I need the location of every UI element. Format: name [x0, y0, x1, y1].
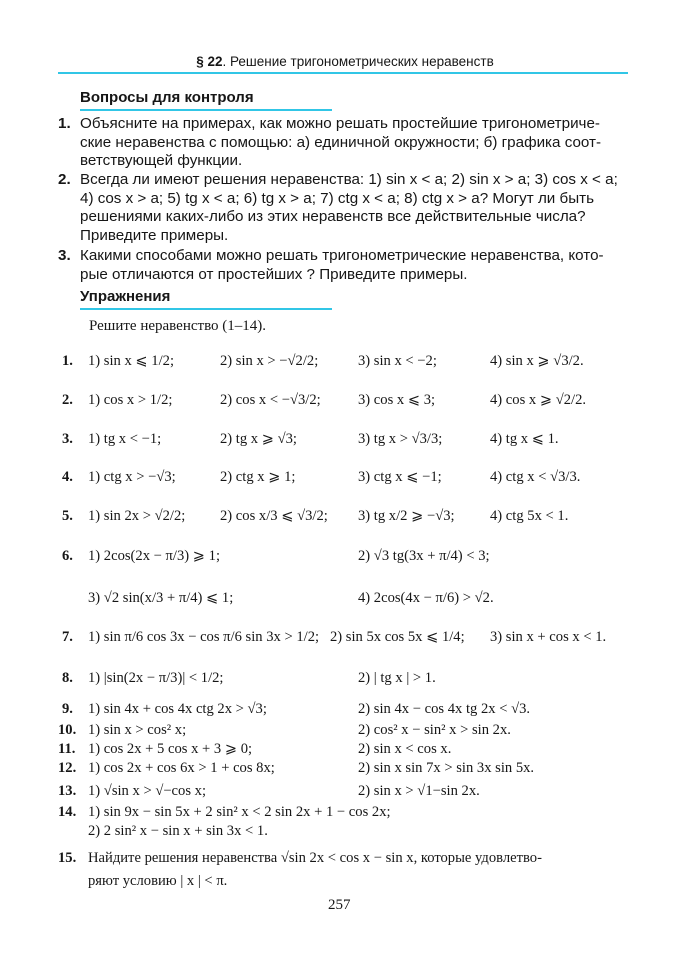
exercise-11	[58, 740, 662, 759]
exercise-part: 4) tg x ⩽ 1.	[490, 431, 559, 447]
question-line: Объясните на примерах, как можно решать простейшие тригонометриче-	[80, 115, 600, 132]
exercise-part: 1) sin π/6 cos 3x − cos π/6 sin 3x > 1/2;	[88, 629, 320, 645]
exercise-part: 2) | tg x | > 1.	[358, 670, 436, 686]
exercise-part: 1) cos 2x + 5 cos x + 3 ⩾ 0;	[88, 741, 253, 757]
section-title: . Решение тригонометрических неравенств	[222, 54, 494, 69]
exercise-part: 1) 2cos(2x − π/3) ⩾ 1;	[88, 548, 220, 564]
exercise-15-continued	[58, 870, 662, 892]
exercise-8	[62, 667, 662, 689]
exercise-part: 1) sin 2x > √2/2;	[88, 508, 186, 524]
question-3-text	[80, 247, 604, 284]
exercise-part: 3) √2 sin(x/3 + π/4) ⩽ 1;	[88, 590, 234, 606]
exercise-part: 4) 2cos(4x − π/6) > √2.	[358, 590, 494, 606]
exercise-part: 1) sin x > cos² x;	[88, 722, 187, 738]
exercise-part: 4) ctg x < √3/3.	[490, 469, 581, 485]
exercise-number: 15.	[58, 850, 77, 866]
exercise-15	[58, 846, 662, 870]
exercise-part: 2) sin x < cos x.	[358, 741, 452, 757]
exercise-number: 13.	[58, 783, 77, 799]
exercise-part: 1) ctg x > −√3;	[88, 469, 176, 485]
exercise-number: 7.	[62, 629, 73, 645]
running-header	[0, 54, 690, 69]
question-2	[58, 171, 71, 190]
exercise-2	[62, 389, 662, 411]
question-line: рые отличаются от простейших ? Приведите примеры.	[80, 265, 468, 283]
exercise-4	[62, 466, 662, 488]
exercise-14	[58, 803, 662, 822]
exercise-number: 14.	[58, 804, 77, 820]
exercise-number: 10.	[58, 722, 77, 738]
exercise-number: 12.	[58, 760, 77, 776]
question-line: ские неравенства с помощью: а) единичной окружности; б) графика соот-	[80, 133, 602, 151]
exercise-number: 2.	[62, 392, 73, 408]
exercise-part: 2) cos x < −√3/2;	[220, 392, 321, 408]
exercise-part: 3) cos x ⩽ 3;	[358, 392, 436, 408]
exercises-heading: Упражнения	[80, 288, 171, 305]
exercise-12	[58, 759, 662, 778]
exercise-number: 8.	[62, 670, 73, 686]
exercise-part: 1) tg x < −1;	[88, 431, 162, 447]
exercise-part: 1) cos 2x + cos 6x > 1 + cos 8x;	[88, 760, 275, 776]
exercise-number: 9.	[62, 701, 73, 717]
exercise-part: 1) |sin(2x − π/3)| < 1/2;	[88, 670, 224, 686]
exercise-part: 3) sin x + cos x < 1.	[490, 629, 607, 645]
exercise-part: 1) sin 4x + cos 4x ctg 2x > √3;	[88, 701, 267, 717]
exercise-part: 1) √sin x > √−cos x;	[88, 783, 207, 799]
exercise-3	[62, 428, 662, 450]
question-line: Приведите примеры.	[80, 226, 229, 244]
exercise-part: 3) tg x/2 ⩾ −√3;	[358, 508, 455, 524]
exercise-7	[62, 626, 662, 648]
question-line: 4) cos x > a; 5) tg x < a; 6) tg x > a; 7) ctg x < a; 8) ctg x > a? Могут ли быть	[80, 189, 594, 207]
exercise-part: 3) ctg x ⩽ −1;	[358, 469, 442, 485]
exercise-part: 3) sin x < −2;	[358, 353, 437, 369]
header-rule	[58, 72, 628, 74]
exercise-6-continued	[62, 587, 662, 609]
exercise-5	[62, 505, 662, 527]
exercise-part: 2) sin x > −√2/2;	[220, 353, 319, 369]
exercise-number: 5.	[62, 508, 73, 524]
page-number: 257	[328, 897, 351, 913]
question-number: 1.	[58, 115, 71, 132]
question-number: 2.	[58, 171, 71, 188]
exercise-part: 4) ctg 5x < 1.	[490, 508, 569, 524]
question-1	[58, 115, 71, 134]
exercise-part: 4) sin x ⩾ √3/2.	[490, 353, 584, 369]
exercise-10	[58, 721, 662, 740]
question-3	[58, 247, 71, 266]
questions-heading-underline	[80, 109, 332, 111]
exercise-part: 2) tg x ⩾ √3;	[220, 431, 297, 447]
exercise-part: ряют условию | x | < π.	[88, 873, 228, 889]
section-mark: § 22	[196, 54, 223, 69]
exercise-14-continued	[58, 822, 662, 841]
exercise-part: 2) cos x/3 ⩽ √3/2;	[220, 508, 328, 524]
exercise-part: 1) sin x ⩽ 1/2;	[88, 353, 175, 369]
instruction: Решите неравенство (1–14).	[89, 318, 267, 334]
exercise-part: 2) sin 4x − cos 4x tg 2x < √3.	[358, 701, 531, 717]
question-2-text	[80, 171, 618, 245]
exercise-part: 1) cos x > 1/2;	[88, 392, 173, 408]
exercise-6	[62, 545, 662, 567]
exercise-number: 3.	[62, 431, 73, 447]
exercise-part: 2) sin x > √1−sin 2x.	[358, 783, 480, 799]
exercise-13	[58, 780, 662, 802]
exercise-number: 6.	[62, 548, 73, 564]
exercise-part: 2) ctg x ⩾ 1;	[220, 469, 296, 485]
exercise-part: Найдите решения неравенства √sin 2x < cos x − sin x, которые удовлетво-	[88, 850, 542, 866]
question-line: ветствующей функции.	[80, 152, 243, 170]
question-number: 3.	[58, 247, 71, 264]
exercise-part: 2) √3 tg(3x + π/4) < 3;	[358, 548, 490, 564]
exercise-part: 2) cos² x − sin² x > sin 2x.	[358, 722, 511, 738]
exercise-part: 3) tg x > √3/3;	[358, 431, 443, 447]
exercise-part: 2) sin 5x cos 5x ⩽ 1/4;	[330, 629, 465, 645]
exercises-heading-underline	[80, 308, 332, 310]
question-line: Какими способами можно решать тригонометрические неравенства, кото-	[80, 247, 604, 264]
exercise-1	[62, 350, 662, 372]
exercise-part: 4) cos x ⩾ √2/2.	[490, 392, 587, 408]
exercise-number: 1.	[62, 353, 73, 369]
question-line: решениями каких-либо из этих неравенств все действительные числа?	[80, 208, 586, 226]
exercise-part: 2) sin x sin 7x > sin 3x sin 5x.	[358, 760, 535, 776]
question-line: Всегда ли имеют решения неравенства: 1) sin x < a; 2) sin x > a; 3) cos x < a;	[80, 171, 618, 188]
question-1-text	[80, 115, 601, 171]
exercise-part: 2) 2 sin² x − sin x + sin 3x < 1.	[88, 823, 268, 839]
exercise-number: 11.	[58, 741, 76, 757]
exercise-part: 1) sin 9x − sin 5x + 2 sin² x < 2 sin 2x + 1 − cos 2x;	[88, 804, 391, 820]
exercise-9	[62, 700, 662, 719]
questions-heading: Вопросы для контроля	[80, 89, 254, 106]
exercise-number: 4.	[62, 469, 73, 485]
